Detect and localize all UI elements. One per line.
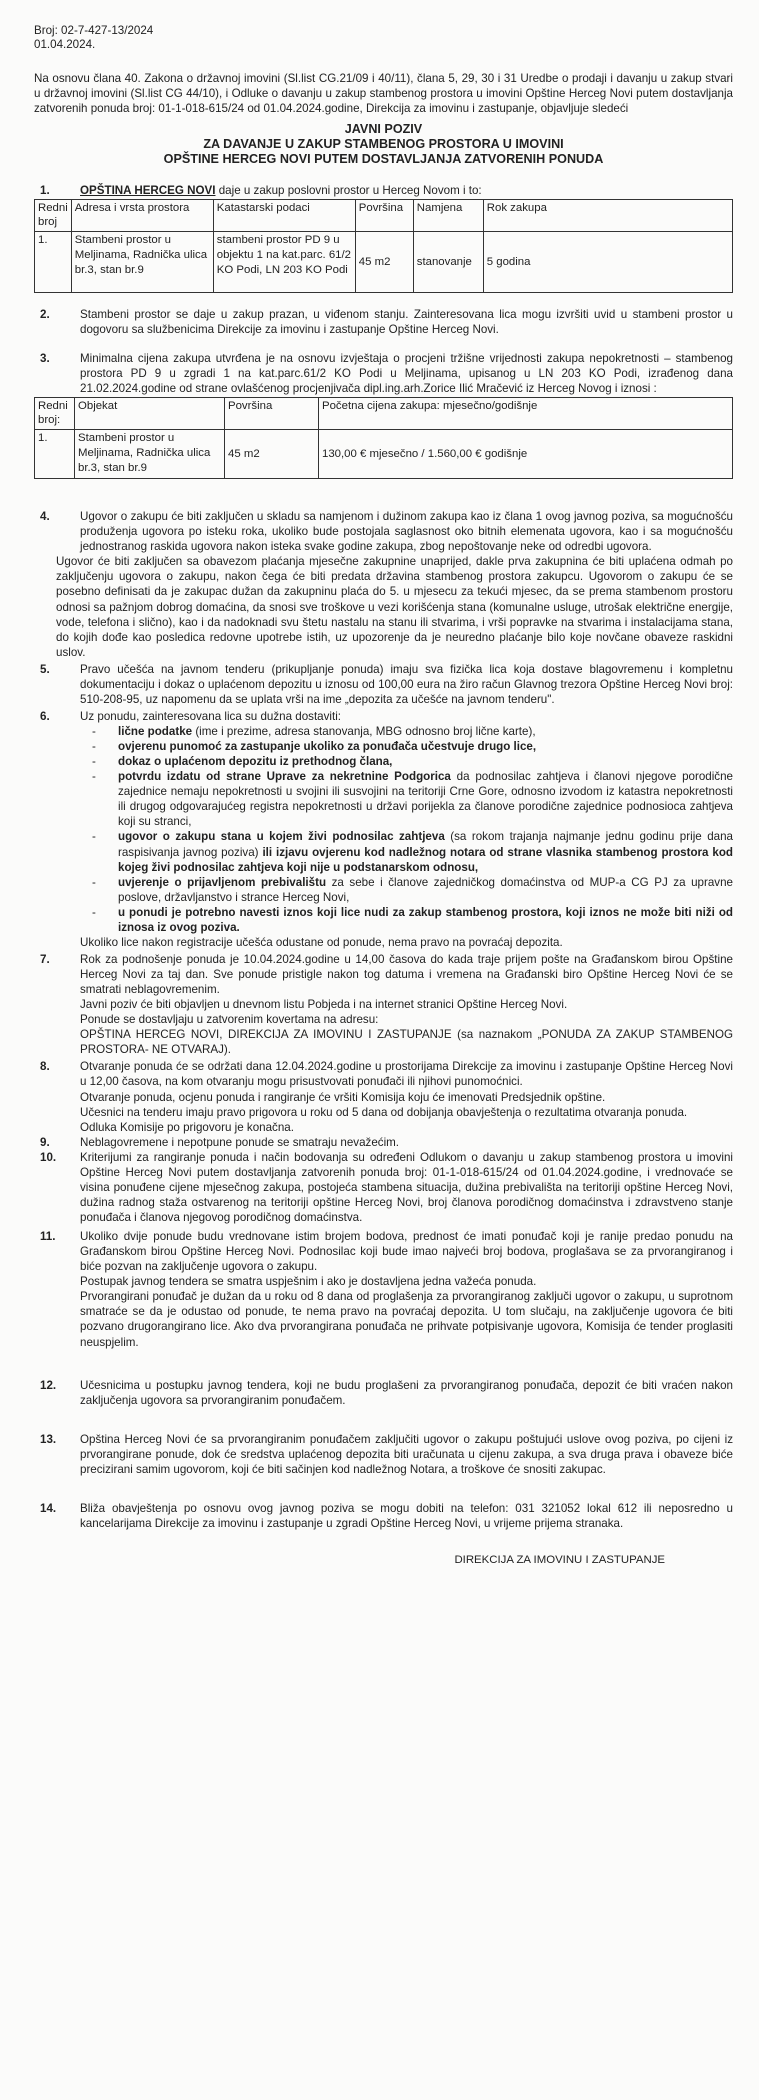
section-number: 11. — [40, 1230, 56, 1244]
list-item: - uvjerenje o prijavljenom prebivalištu za sebe i članove zajedničkog domaćinstva od MUP-a CG PJ za upravne poslove, državljanstvo i strance Herceg Novi, — [92, 875, 734, 904]
section-number: 2. — [40, 308, 50, 322]
signature-block: DIREKCIJA ZA IMOVINU I ZASTUPANJE — [454, 1554, 665, 1567]
col-header: Redni broj: — [35, 397, 75, 430]
section-number: 6. — [40, 709, 50, 723]
list-item: - lične podatke (ime i prezime, adresa stanovanja, MBG odnosno broj lične karte), — [92, 725, 536, 739]
table-cell: stambeni prostor PD 9 u objektu 1 na kat.parc. 61/2 KO Podi, LN 203 KO Podi — [213, 232, 355, 293]
table-row — [35, 430, 733, 479]
list-item: - u ponudi je potrebno navesti iznos koji lice nudi za zakup stambenog prostora, koji iznos ne može biti niži od iznosa iz ovog poziva. — [92, 905, 733, 934]
col-header: Rok zakupa — [483, 199, 732, 232]
col-header: Početna cijena zakupa: mjesečno/godišnje — [319, 397, 733, 430]
price-table — [34, 397, 733, 480]
section-number: 4. — [40, 510, 50, 524]
section-number: 14. — [40, 1501, 57, 1515]
list-item: - dokaz o uplaćenom depozitu iz prethodnog člana, — [92, 755, 393, 769]
list-item: - ugovor o zakupu stana u kojem živi podnosilac zahtjeva (sa rokom trajanja najmanje jednu godinu prije dana raspisivanja javnog poziva) ili izjavu ovjerenu kod nadležnog notara od strane vlasnika stambenog prostora kod kojeg živi podnosilac zahtjeva koji nije u podstanarskom odnosu, — [92, 830, 734, 874]
section-7 — [34, 952, 733, 997]
section-number: 9. — [40, 1135, 50, 1149]
table-cell: Stambeni prostor u Meljinama, Radnička ulica br.3, stan br.9 — [75, 430, 225, 479]
table-cell: stanovanje — [413, 232, 483, 293]
list-item: - ovjerenu punomoć za zastupanje ukoliko za ponuđača učestvuje drugo lice, — [92, 740, 537, 754]
table-cell: 1. — [35, 430, 75, 479]
section-text: Bliža obavještenja po osnovu ovog javnog poziva se mogu dobiti na telefon: 031 321052 lokal 612 ili neposredno u kancelarijama Direkcije za imovinu i zastupanje u zgradi Opštine Herceg Novi, u vrijeme prijema stranaka. — [80, 1501, 733, 1530]
section-text: Minimalna cijena zakupa utvrđena je na osnovu izvještaja o procjeni tržišne vrijednosti zakupa nepokretnosti – stambenog prostora PD 9 u zgradi 1 na kat.parc.61/2 KO Podi u Meljinama, upisanog u LN 203 KO Podi, izrađenog dana 21.02.2024.godine od strane ovlašćenog procjenjivača dipl.ing.arh.Zorice Ilić Mračević iz Herceg Novog i iznosi : — [80, 352, 733, 396]
table-cell: 130,00 € mjesečno / 1.560,00 € godišnje — [319, 430, 733, 479]
section-paragraph: Ponude se dostavljaju u zatvorenim kovertama na adresu: — [80, 1013, 379, 1027]
document-title — [34, 122, 733, 167]
section-text: Kriterijumi za rangiranje ponuda i način bodovanja su određeni Odlukom o davanju u zakup stambenog prostora u imovini Opštine Herceg Novi putem dostavljanja zatvorenih ponuda broj: 01-1-018-615/24 od 01.04.2024.godine, i vrednovaće se visina ponuđene cijene mjesečnog zakupa, postojeća stambena situacija, dužina prebivališta na teritoriji opštine Herceg Novi, dužina radnog staža ostvarenog na teritoriji opštine Herceg Novi, broj članova porodičnog domaćinstva i zdravstveno stanje ponuđača i članova njegovog porodičnog domaćinstva. — [80, 1150, 733, 1225]
section-paragraph: Otvaranje ponuda, ocjenu ponuda i rangiranje će vršiti Komisija koju će imenovati Predsjednik opštine. — [80, 1090, 606, 1104]
section-paragraph: Učesnici na tenderu imaju pravo prigovora u roku od 5 dana od dobijanja obavještenja o rezultatima otvaranja ponuda. — [80, 1105, 688, 1119]
section-5 — [34, 662, 733, 707]
section-text: Ugovor o zakupu će biti zaključen u skladu sa namjenom i dužinom zakupa kao iz člana 1 ovog javnog poziva, sa mogućnošću produženja ugovora po isteku roka, ukoliko bude postojala saglasnost oko bitnih elemenata ugovora, kao i sa mogućnošću jednostranog raskida ugovora nakon isteka svake godine zakupa, zbog nepoštovanje neke od odredbi ugovora. — [80, 510, 733, 554]
col-header: Objekat — [75, 397, 225, 430]
section-paragraph: Prvorangirani ponuđač je dužan da u roku od 8 dana od proglašenja za prvorangiranog zaključi ugovor o zakupu, u suprotnom smatraće se da je odustao od ponude, te nema pravo na povraćaj depozita. U tom slučaju, na zaključenje ugovora će biti pozvano drugorangirano lice. Ako dva prvorangirana ponuđača ne prihvate potpisivanje ugovora, Komisija će tender proglasiti neuspjelim. — [80, 1290, 733, 1349]
section-text: Ukoliko dvije ponude budu vrednovane istim brojem bodova, prednost će imati ponuđač koji je ranije predao ponudu na Građanskom birou Opštine Herceg Novi. Podnosilac koji bude imao najveći broj bodova, proglašava se za prvorangiranog i biće pozvan na zaključenje ugovora o zakupu. — [80, 1230, 733, 1274]
section-text: Uz ponudu, zainteresovana lica su dužna dostaviti: — [80, 709, 342, 723]
document-date: 01.04.2024. — [34, 38, 96, 52]
section-text: Stambeni prostor se daje u zakup prazan, u viđenom stanju. Zainteresovana lica mogu izvršiti uvid u stambeni prostor u dogovoru sa službenicima Direkcije za imovinu i zastupanje Opštine Herceg Novi. — [80, 308, 733, 337]
table-cell: 45 m2 — [355, 232, 413, 293]
table-header-row — [35, 199, 733, 232]
submission-address: OPŠTINA HERCEG NOVI, DIREKCIJA ZA IMOVINU I ZASTUPANJE (sa naznakom „PONUDA ZA ZAKUP STAMBENOG PROSTORA- NE OTVARAJ). — [80, 1028, 733, 1057]
section-2 — [34, 307, 733, 337]
table-row — [35, 232, 733, 293]
reference-number: Broj: 02-7-427-13/2024 — [34, 24, 154, 37]
document-header — [34, 24, 733, 53]
municipality-name: OPŠTINA HERCEG NOVI — [80, 184, 216, 198]
section-number: 1. — [40, 184, 50, 198]
section-paragraph: Postupak javnog tendera se smatra uspješnim i ako je dostavljena jedna važeća ponuda. — [80, 1275, 537, 1289]
section-text: daje u zakup poslovni prostor u Herceg Novom i to: — [215, 184, 482, 198]
section-4-continued: Ugovor će biti zaključen sa obavezom plaćanja mjesečne zakupnine unaprijed, dakle prva zakupnina će biti uplaćena odmah po zaključenju ugovora o zakupu, nakon čega će biti predata državina stambenog prostora zakupcu. Ugovorom o zakupu će se posebno definisati da je zakupac dužan da zakupninu plaća do 5. u mjesecu za tekući mjesec, da se prema stambenom prostoru odnosi sa pažnjom dobrog domaćina, da snosi sve troškove u vezi korišćenja stana (komunalne usluge, utrošak električne energije, vode, telefona i slično), kao i da nadoknadi svu štetu nastalu na stanu ili stvarima, i vrši popravke na stvarima i instalacijama stana, do kojih dođe kao posledica redovne upotrebe istih, uz upozorenje da je neuredno plaćanje bilo koje novčane obaveze raskidni uslov. — [56, 555, 733, 659]
section-number: 3. — [40, 352, 50, 366]
table-cell: 45 m2 — [225, 430, 319, 479]
section-text: Učesnicima u postupku javnog tendera, koji ne budu proglašeni za prvorangiranog ponuđača, depozit će biti vraćen nakon zaključenja ugovora sa prvorangiranim ponuđačem. — [80, 1378, 733, 1407]
section-8 — [34, 1059, 733, 1089]
section-12 — [34, 1378, 733, 1408]
section-text: Opština Herceg Novi će sa prvorangiranim ponuđačem zaključiti ugovor o zakupu poštujući uslove ovog poziva, po cijeni iz prvorangirane ponude, dok će sredstva uplaćenog depozita biti uračunata u cijenu zakupa, a sva druga prava i obaveze biće precizirani samim ugovorom, koji će biti sačinjen kod nadležnog Notara, a troškove će snositi zakupac. — [80, 1432, 733, 1476]
section-4 — [34, 509, 733, 554]
table-cell: Stambeni prostor u Meljinama, Radnička ulica br.3, stan br.9 — [71, 232, 213, 293]
section-10 — [34, 1150, 733, 1225]
section-number: 13. — [40, 1432, 57, 1446]
col-header: Namjena — [413, 199, 483, 232]
section-number: 7. — [40, 952, 50, 966]
section-1 — [34, 183, 733, 198]
table-cell: 5 godina — [483, 232, 732, 293]
col-header: Redni broj — [35, 199, 72, 232]
premises-table — [34, 199, 733, 294]
section-paragraph: Odluka Komisije po prigovoru je konačna. — [80, 1120, 294, 1134]
section-14 — [34, 1501, 733, 1531]
section-number: 10. — [40, 1150, 57, 1164]
section-text: Otvaranje ponuda će se održati dana 12.04.2024.godine u prostorijama Direkcije za imovinu i zastupanje Opštine Herceg Novi u 12,00 časova, na kom otvaranju mogu prisustvovati ponuđači ili njihovi punomoćnici. — [80, 1060, 733, 1089]
section-text: Neblagovremene i nepotpune ponude se smatraju nevažećim. — [80, 1135, 400, 1149]
col-header: Površina — [355, 199, 413, 232]
intro-paragraph: Na osnovu člana 40. Zakona o državnoj imovini (Sl.list CG.21/09 i 40/11), člana 5, 29, 30 i 31 Uredbe o prodaji i davanju u zakup stvari u državnoj imovini (Sl.list CG 44/10), i Odluke o davanju u zakup stambenog prostora u imovini Opštine Herceg Novi putem dostavljanja zatvorenih ponuda broj: 01-1-018-615/24 od 01.04.2024.godine, Direkcija za imovinu i zastupanje, objavljuje sledeći — [34, 71, 733, 116]
section-text: Rok za podnošenje ponuda je 10.04.2024.godine u 14,00 časova do kada traje prijem pošte na Građanskom birou Opštine Herceg Novi za taj dan. Sve ponude pristigle nakon tog datuma i vremena na Građanski biro Opštine Herceg Novi će se smatrati neblagovremenim. — [80, 952, 733, 997]
col-header: Katastarski podaci — [213, 199, 355, 232]
section-number: 12. — [40, 1378, 57, 1392]
section-11 — [34, 1229, 733, 1274]
title-line-2: ZA DAVANJE U ZAKUP STAMBENOG PROSTORA U IMOVINI — [203, 137, 564, 152]
col-header: Površina — [225, 397, 319, 430]
table-cell: 1. — [35, 232, 72, 293]
section-3 — [34, 351, 733, 396]
list-item: - potvrdu izdatu od strane Uprave za nekretnine Podgorica da podnosilac zahtjeva i članovi njegove porodične zajednice nemaju nepokretnosti u svojini ili susvojini na teritoriji Crne Gore, odnosno izvodom iz katastra nepokretnosti ili drugog odgovarajućeg registra nepokretnosti u državi porijekla za članove porodične zajednice podnosioca zahtjeva koji su stranci, — [92, 770, 733, 829]
section-6-after: Ukoliko lice nakon registracije učešća odustane od ponude, nema pravo na povraćaj depozita. — [80, 935, 563, 949]
section-paragraph: Javni poziv će biti objavljen u dnevnom listu Pobjeda i na internet stranici Opštine Herceg Novi. — [80, 998, 568, 1012]
section-number: 8. — [40, 1060, 50, 1074]
section-6 — [34, 709, 733, 724]
title-line-3: OPŠTINE HERCEG NOVI PUTEM DOSTAVLJANJA ZATVORENIH PONUDA — [163, 152, 604, 167]
section-13 — [34, 1432, 733, 1477]
col-header: Adresa i vrsta prostora — [71, 199, 213, 232]
section-number: 5. — [40, 662, 50, 676]
section-text: Pravo učešća na javnom tenderu (prikupljanje ponuda) imaju sva fizička lica koja dostave blagovremenu i kompletnu dokumentaciju i dokaz o uplaćenom depozitu u iznosu od 100,00 eura na žiro račun Glavnog trezora Opštine Herceg Novi broj: 510-208-95, uz napomenu da se uplata vrši na ime „depozita za učešće na javnom tenderu". — [80, 662, 733, 706]
section-9 — [34, 1135, 733, 1150]
title-line-1: JAVNI POZIV — [344, 122, 423, 137]
table-header-row — [35, 397, 733, 430]
